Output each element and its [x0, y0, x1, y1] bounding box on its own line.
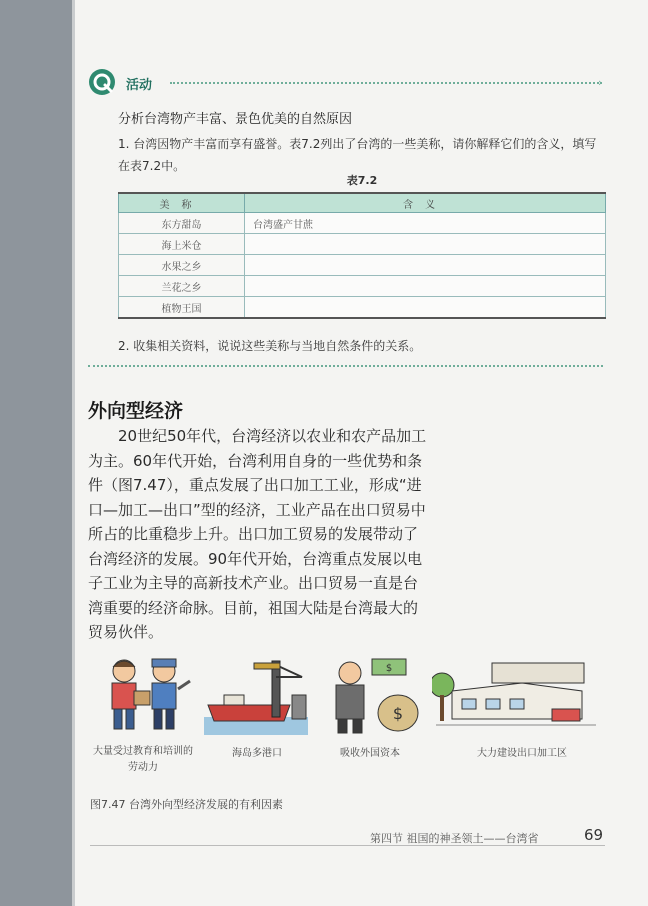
- figure-caption-3: 吸收外国资本: [340, 748, 400, 759]
- section-body: [88, 424, 430, 645]
- section-title: 外向型经济: [88, 400, 184, 422]
- table-header-row: [119, 193, 606, 213]
- nickname-cell: 东方甜岛: [119, 213, 245, 234]
- table-row: [119, 276, 606, 297]
- footer-chapter: 第四节 祖国的神圣领土——台湾省: [370, 832, 539, 845]
- nicknames-table: [118, 192, 606, 319]
- figure-caption-4: 大力建设出口加工区: [477, 748, 567, 759]
- activity-divider: [170, 82, 602, 84]
- activity-icon: [88, 68, 116, 96]
- divider-arrow-icon: ›: [598, 76, 603, 89]
- meaning-cell[interactable]: [245, 276, 606, 297]
- figure-caption-2: 海岛多港口: [232, 748, 282, 759]
- meaning-cell[interactable]: [245, 255, 606, 276]
- svg-text:$: $: [385, 663, 393, 674]
- table-row: [119, 297, 606, 319]
- sidebar-edge: [72, 0, 75, 906]
- export-zone-illustration: [432, 655, 600, 727]
- table-header-meaning: 含义: [245, 193, 606, 213]
- page-number: 69: [584, 826, 604, 844]
- nickname-cell: 海上米仓: [119, 234, 245, 255]
- footer-divider: [90, 845, 605, 846]
- table-row: [119, 213, 606, 234]
- activity-label: 活动: [126, 78, 153, 93]
- table-caption: 表7.2: [346, 174, 378, 187]
- nickname-cell: 植物王国: [119, 297, 245, 319]
- page-sidebar: [0, 0, 72, 906]
- question-1: 1. 台湾因物产丰富而享有盛誉。表7.2列出了台湾的一些美称，请你解释它们的含义，填写在表7.2中。: [118, 137, 597, 173]
- table-row: [119, 234, 606, 255]
- meaning-cell[interactable]: [245, 234, 606, 255]
- activity-header: [88, 68, 603, 98]
- table-row: [119, 255, 606, 276]
- figure-caption-1: 大量受过教育和培训的劳动力: [93, 746, 193, 773]
- activity-end-divider: [88, 365, 603, 367]
- nickname-cell: 水果之乡: [119, 255, 245, 276]
- table-header-name: 美称: [119, 193, 245, 213]
- section-paragraph: 20世纪50年代，台湾经济以农业和农产品加工为主。60年代开始，台湾利用自身的一些优势和条件（图7.47），重点发展了出口加工工业，形成“进口—加工—出口”型的经济，工业产品在出口贸易中所占的比重稳步上升。出口加工贸易的发展带动了台湾经济的发展。90年代开始，台湾重点发展以电子工业为主导的高新技术产业。出口贸易一直是台湾重要的经济命脉。目前，祖国大陆是台湾最大的贸易伙伴。: [88, 427, 427, 641]
- foreign-capital-illustration: [320, 655, 424, 735]
- question-2: 2. 收集相关资料，说说这些美称与当地自然条件的关系。: [118, 339, 422, 353]
- svg-text:$: $: [392, 704, 404, 723]
- figure-caption: 图7.47 台湾外向型经济发展的有利因素: [90, 798, 283, 811]
- meaning-cell[interactable]: 台湾盛产甘蔗: [245, 213, 606, 234]
- workers-illustration: [92, 655, 196, 735]
- activity-heading: 分析台湾物产丰富、景色优美的自然原因: [118, 112, 353, 127]
- harbor-illustration: [204, 655, 308, 735]
- meaning-cell[interactable]: [245, 297, 606, 319]
- nickname-cell: 兰花之乡: [119, 276, 245, 297]
